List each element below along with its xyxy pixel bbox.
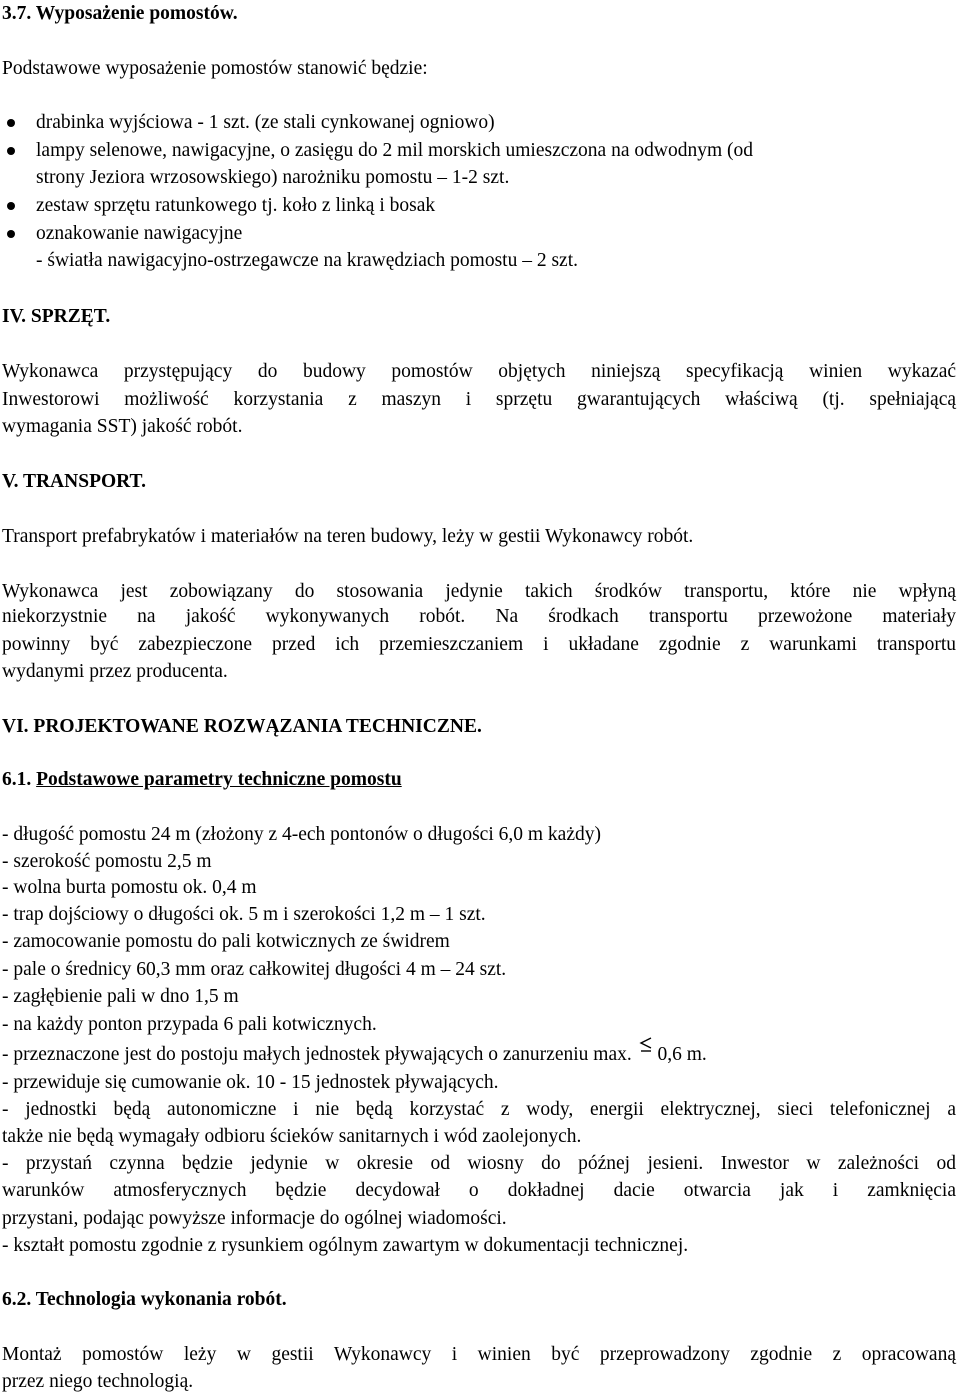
param-shape: - kształt pomostu zgodnie z rysunkiem ogólnym zawartym w dokumentacji technicznej. (2, 1235, 689, 1256)
less-or-equal-icon (639, 1045, 653, 1061)
param-draft-text: - przeznaczone jest do postoju małych jednostek pływających o zanurzeniu max. (2, 1044, 632, 1065)
section-5-p2-line-2: niekorzystnie na jakość wykonywanych robót. Na środkach transportu przewożone materiały (2, 606, 956, 627)
equipment-item-lamps-cont: strony Jeziora wrzosowskiego) narożniku pomostu – 1-2 szt. (36, 167, 510, 188)
bullet-icon (7, 119, 15, 127)
param-width: - szerokość pomostu 2,5 m (2, 851, 212, 872)
bullet-icon (7, 147, 15, 155)
bullet-icon (7, 230, 15, 238)
equipment-item-marking: oznakowanie nawigacyjne (36, 223, 243, 244)
section-6-heading: VI. PROJEKTOWANE ROZWĄZANIA TECHNICZNE. (2, 716, 482, 737)
section-5-paragraph-1: Transport prefabrykatów i materiałów na teren budowy, leży w gestii Wykonawcy robót. (2, 526, 694, 547)
section-5-p2-line-4: wydanymi przez producenta. (2, 661, 228, 682)
param-draft-value: 0,6 m. (657, 1044, 707, 1065)
param-season-line-2: warunków atmosferycznych będzie decydował o dokładnej dacie otwarcia jak i zamknięcia (2, 1180, 956, 1201)
section-5-p2-line-1: Wykonawca jest zobowiązany do stosowania jedynie takich środków transportu, które nie wpłyną (2, 581, 956, 602)
equipment-item-rescue: zestaw sprzętu ratunkowego tj. koło z linką i bosak (36, 195, 436, 216)
section-3-7-intro: Podstawowe wyposażenie pomostów stanowić będzie: (2, 58, 428, 79)
param-length: - długość pomostu 24 m (złożony z 4-ech pontonów o długości 6,0 m każdy) (2, 824, 601, 845)
equipment-item-marking-lights: - światła nawigacyjno-ostrzegawcze na krawędziach pomostu – 2 szt. (36, 250, 579, 271)
section-6-1-heading (2, 768, 402, 792)
param-piles-per-pontoon: - na każdy ponton przypada 6 pali kotwicznych. (2, 1014, 377, 1035)
param-freeboard: - wolna burta pomostu ok. 0,4 m (2, 877, 257, 898)
param-season-line-3: przystani, podając powyższe informacje do ogólnej wiadomości. (2, 1208, 507, 1229)
param-gangway: - trap dojściowy o długości ok. 5 m i szerokości 1,2 m – 1 szt. (2, 904, 486, 925)
section-4-line-1: Wykonawca przystępujący do budowy pomostów objętych niniejszą specyfikacją winien wykazać (2, 361, 956, 382)
section-5-heading: V. TRANSPORT. (2, 471, 146, 492)
param-pile-depth: - zagłębienie pali w dno 1,5 m (2, 986, 239, 1007)
equipment-item-lamps: lampy selenowe, nawigacyjne, o zasięgu do 2 mil morskich umieszczona na odwodnym (od (36, 140, 753, 161)
bullet-icon (7, 202, 15, 210)
section-4-line-2: Inwestorowi możliwość korzystania z maszyn i sprzętu gwarantujących właściwą (tj. spełniającą (2, 389, 956, 410)
section-5-p2-line-3: powinny być zabezpieczone przed ich przemieszczaniem i układane zgodnie z warunkami transportu (2, 634, 956, 655)
section-6-2-line-1: Montaż pomostów leży w gestii Wykonawcy i winien być przeprowadzony zgodnie z opracowaną (2, 1344, 956, 1365)
equipment-item-ladder: drabinka wyjściowa - 1 szt. (ze stali cynkowanej ogniowo) (36, 112, 495, 133)
param-piles: - pale o średnicy 60,3 mm oraz całkowitej długości 4 m – 24 szt. (2, 959, 507, 980)
param-draft (2, 1043, 707, 1067)
section-4-line-3: wymagania SST) jakość robót. (2, 416, 243, 437)
param-mooring: - przewiduje się cumowanie ok. 10 - 15 jednostek pływających. (2, 1072, 499, 1093)
param-autonomy-line-1: - jednostki będą autonomiczne i nie będą korzystać z wody, energii elektrycznej, sieci telefonicznej a (2, 1099, 956, 1120)
section-4-heading: IV. SPRZĘT. (2, 306, 111, 327)
section-6-1-title: Podstawowe parametry techniczne pomostu (36, 769, 402, 790)
param-season-line-1: - przystań czynna będzie jedynie w okresie od wiosny do późnej jesieni. Inwestor w zależności od (2, 1153, 956, 1174)
param-anchoring: - zamocowanie pomostu do pali kotwicznych ze świdrem (2, 931, 450, 952)
section-6-2-heading: 6.2. Technologia wykonania robót. (2, 1289, 287, 1310)
param-autonomy-line-2: także nie będą wymagały odbioru ścieków sanitarnych i wód zaolejonych. (2, 1126, 582, 1147)
section-3-7-heading: 3.7. Wyposażenie pomostów. (2, 3, 238, 24)
section-6-2-line-2: przez niego technologią. (2, 1371, 194, 1392)
section-6-1-number: 6.1. (2, 769, 32, 790)
